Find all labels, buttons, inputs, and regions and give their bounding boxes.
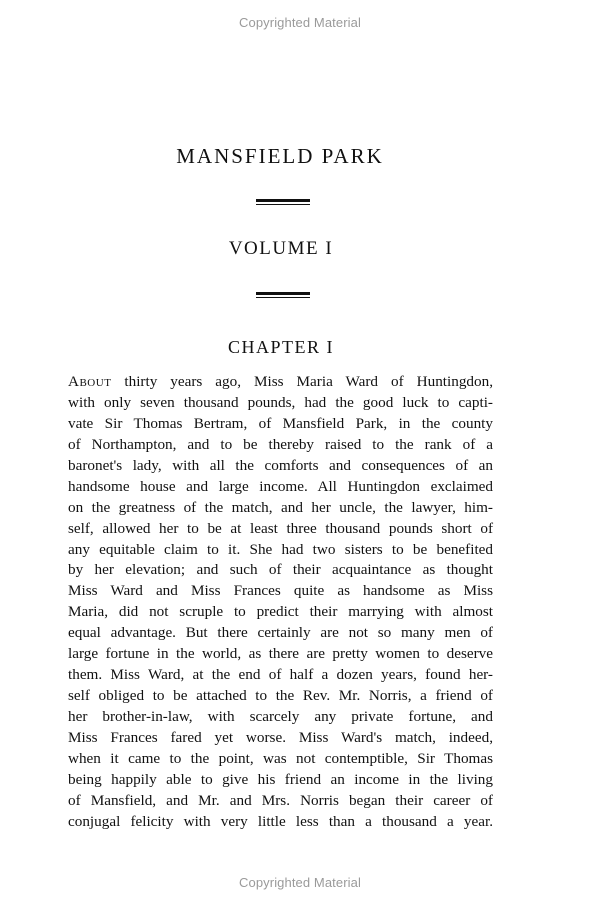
text-line: on the greatness of the match, and her uncle, the lawyer, him- xyxy=(68,498,493,516)
copyright-watermark-top: Copyrighted Material xyxy=(239,15,361,30)
text-line xyxy=(68,372,493,393)
text-line: vate Sir Thomas Bertram, of Mansfield Park, in the county xyxy=(68,414,493,432)
text-line: self, allowed her to be at least three thousand pounds short of xyxy=(68,519,493,537)
text-line: of Northampton, and to be thereby raised to the rank of a xyxy=(68,435,493,453)
text-line-content: thirty years ago, Miss Maria Ward of Huntingdon, xyxy=(111,373,493,390)
text-line: her brother-in-law, with scarcely any private fortune, and xyxy=(68,708,493,725)
text-line: Miss Ward and Miss Frances quite as handsome as Miss xyxy=(68,582,493,600)
rule-thick-line xyxy=(256,292,310,295)
text-line: Maria, did not scruple to predict their marrying with almost xyxy=(68,603,493,621)
rule-thin-line xyxy=(256,297,310,298)
ornamental-rule xyxy=(256,292,310,299)
text-line: Miss Frances fared yet worse. Miss Ward's match, indeed, xyxy=(68,728,493,746)
text-line: of Mansfield, and Mr. and Mrs. Norris began their career of xyxy=(68,791,493,809)
text-line: by her elevation; and such of their acquaintance as thought xyxy=(68,561,493,579)
rule-thin-line xyxy=(256,204,310,205)
text-line: them. Miss Ward, at the end of half a dozen years, found her- xyxy=(68,666,493,684)
copyright-watermark-bottom: Copyrighted Material xyxy=(239,875,361,890)
text-line: when it came to the point, was not contemptible, Sir Thomas xyxy=(68,749,493,767)
volume-title: VOLUME I xyxy=(228,238,334,259)
rule-thick-line xyxy=(256,199,310,202)
text-line: handsome house and large income. All Huntingdon exclaimed xyxy=(68,477,493,495)
book-title: MANSFIELD PARK xyxy=(176,144,384,168)
ornamental-rule xyxy=(256,199,310,206)
text-line: large fortune in the world, as there are pretty women to deserve xyxy=(68,645,493,663)
chapter-body-text xyxy=(68,372,493,833)
text-line: equal advantage. But there certainly are not so many men of xyxy=(68,624,493,642)
chapter-title: CHAPTER I xyxy=(227,337,334,357)
text-line: baronet's lady, with all the comforts and consequences of an xyxy=(68,456,493,474)
opening-word: About xyxy=(68,373,112,390)
text-line: any equitable claim to it. She had two sisters to be benefited xyxy=(68,540,493,558)
text-line: being happily able to give his friend an income in the living xyxy=(68,770,493,788)
text-line: with only seven thousand pounds, had the good luck to capti- xyxy=(68,393,493,411)
text-line: conjugal felicity with very little less than a thousand a year. xyxy=(68,812,493,830)
text-line: self obliged to be attached to the Rev. Mr. Norris, a friend of xyxy=(68,687,493,705)
